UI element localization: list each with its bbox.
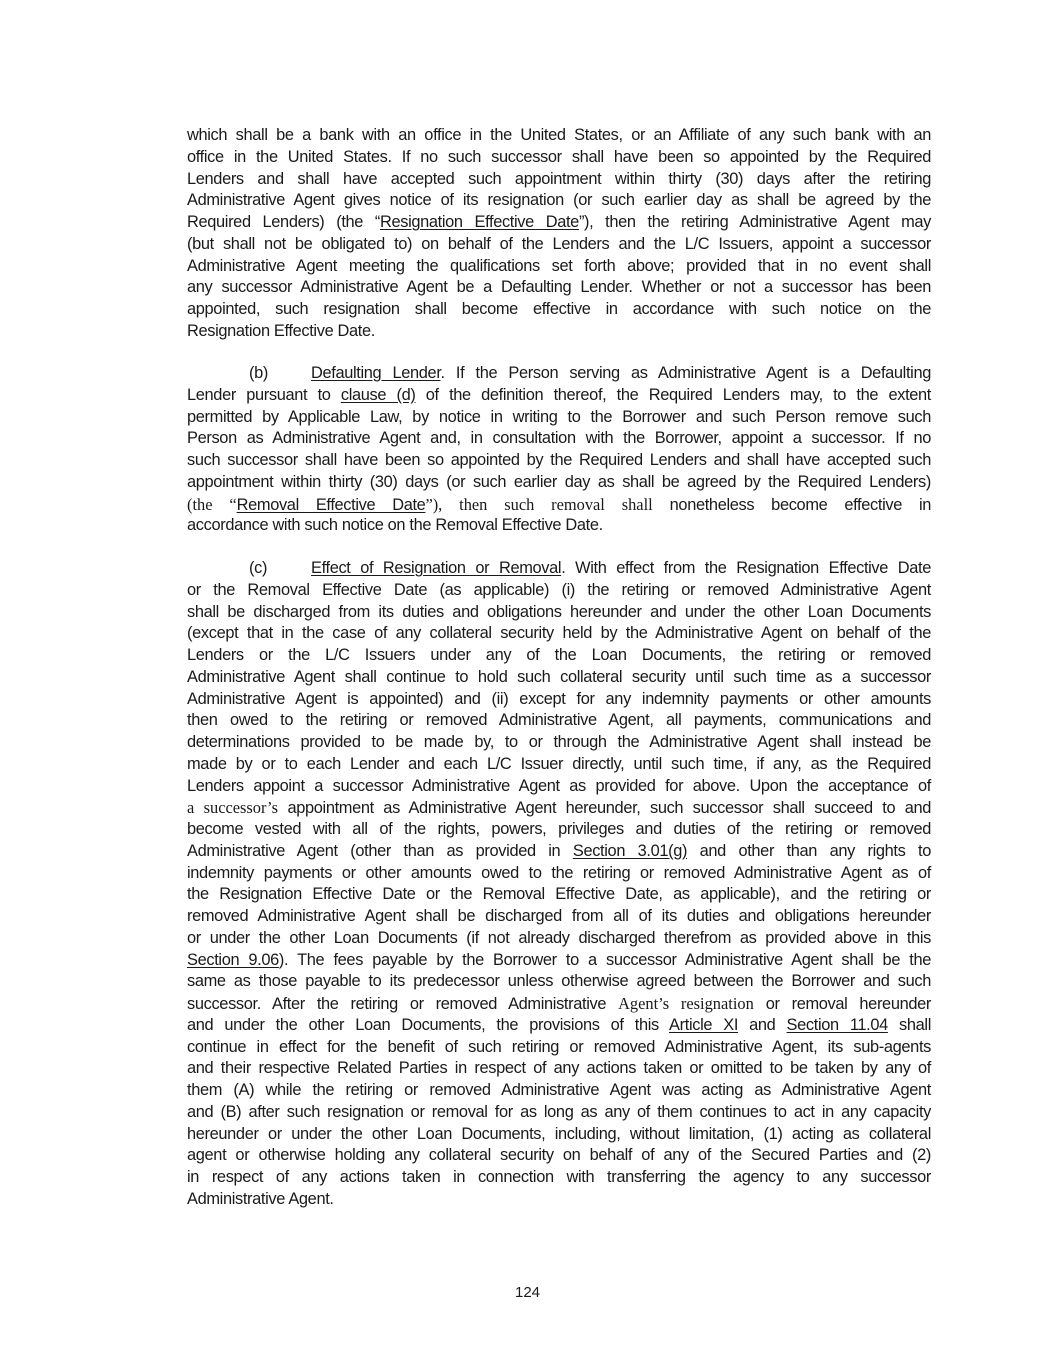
text-line: same as those payable to its predecessor unless otherwise agreed between the Borrower and such <box>187 972 931 991</box>
text-line <box>187 993 931 1015</box>
text-line: continue in effect for the benefit of such retiring or removed Administrative Agent, its sub-agents <box>187 1037 931 1056</box>
text-line: Administrative Agent meeting the qualifications set forth above; provided that in no event shall <box>187 256 931 275</box>
text-fragment: (the “ <box>187 494 237 514</box>
text-line: Resignation Effective Date. <box>187 321 375 340</box>
clause-label: (b) <box>249 364 268 382</box>
text-line: hereunder or under the other Loan Documents, including, without limitation, (1) acting as collateral <box>187 1124 931 1143</box>
text-line: any successor Administrative Agent be a Defaulting Lender. Whether or not a successor has been <box>187 278 931 297</box>
text-line: and their respective Related Parties in respect of any actions taken or omitted to be taken by any of <box>187 1059 931 1078</box>
text-fragment: shall <box>887 1015 931 1034</box>
text-line <box>187 797 931 819</box>
text-line: Person as Administrative Agent and, in consultation with the Borrower, appoint a successor. If no <box>187 429 931 448</box>
text-line: office in the United States. If no such successor shall have been so appointed by the Required <box>187 147 931 166</box>
text-line: in respect of any actions taken in connection with transferring the agency to any successor <box>187 1168 931 1186</box>
paragraph-resignation-continued <box>187 125 931 343</box>
text-fragment: or removal hereunder <box>753 995 931 1013</box>
text-line: (except that in the case of any collateral security held by the Administrative Agent on behalf of the <box>187 624 931 643</box>
cross-reference-section-3-01-g: Section 3.01(g) <box>572 841 688 860</box>
text-line: which shall be a bank with an office in the United States, or an Affiliate of any such bank with an <box>187 126 931 144</box>
text-line: the Resignation Effective Date or the Removal Effective Date, as applicable), and the retiring or <box>187 885 931 904</box>
text-line: them (A) while the retiring or removed Administrative Agent was acting as Administrative Agent <box>187 1081 931 1099</box>
text-fragment: Required Lenders) (the “ <box>187 213 380 231</box>
text-fragment: ). The fees payable by the Borrower to a successor Administrative Agent shall be the <box>278 950 931 969</box>
text-fragment: and <box>738 1015 787 1034</box>
text-fragment: nonetheless become effective in <box>652 495 931 514</box>
text-line: become vested with all of the rights, powers, privileges and duties of the retiring or removed <box>187 820 931 838</box>
text-line: Administrative Agent. <box>187 1189 334 1208</box>
text-line: such successor shall have been so appointed by the Required Lenders and shall have accepted such <box>187 451 931 469</box>
section-heading: Defaulting Lender <box>311 364 441 382</box>
cross-reference-clause-d: clause (d) <box>340 385 416 404</box>
clause-label: (c) <box>249 559 268 577</box>
text-fragment: a successor’s <box>187 798 278 818</box>
text-fragment: and other than any rights to <box>687 841 931 860</box>
text-line: then owed to the retiring or removed Administrative Agent, all payments, communications and <box>187 711 931 730</box>
text-line: Lenders and shall have accepted such appointment within thirty (30) days after the retiring <box>187 169 931 188</box>
text-fragment: Lender pursuant to <box>187 385 341 404</box>
text-line: Lenders appoint a successor Administrative Agent as provided for above. Upon the acceptance of <box>187 776 931 795</box>
text-fragment: . If the Person serving as Administrative Agent is a Defaulting <box>440 364 932 382</box>
text-line <box>187 212 931 234</box>
defined-term-removal-effective-date: Removal Effective Date <box>236 495 426 514</box>
text-line: accordance with such notice on the Removal Effective Date. <box>187 516 603 535</box>
text-line: agent or otherwise holding any collateral security on behalf of any of the Secured Parties and (2) <box>187 1146 931 1165</box>
text-fragment: and under the other Loan Documents, the provisions of this <box>187 1015 670 1034</box>
text-line: permitted by Applicable Law, by notice in writing to the Borrower and such Person remove such <box>187 407 931 426</box>
text-line: Lenders or the L/C Issuers under any of the Loan Documents, the retiring or removed <box>187 646 931 664</box>
section-heading: Effect of Resignation or Removal <box>311 559 562 577</box>
text-fragment: ”), then such removal shall <box>425 494 653 514</box>
defined-term-resignation-effective-date: Resignation Effective Date <box>379 213 579 231</box>
text-line: shall be discharged from its duties and obligations hereunder and under the other Loan Documents <box>187 602 931 621</box>
text-line: or the Removal Effective Date (as applicable) (i) the retiring or removed Administrative Agent <box>187 580 931 599</box>
text-line: appointed, such resignation shall become effective in accordance with such notice on the <box>187 300 931 318</box>
text-fragment: successor. After the retiring or removed Administrative <box>187 995 619 1013</box>
cross-reference-article-xi: Article XI <box>669 1015 739 1034</box>
text-fragment: . With effect from the Resignation Effective Date <box>561 559 931 577</box>
text-fragment: ”), then the retiring Administrative Agent may <box>578 213 931 231</box>
text-fragment: Administrative Agent (other than as provided in <box>187 841 573 860</box>
paragraph-defaulting-lender <box>187 363 931 537</box>
text-line: Administrative Agent shall continue to hold such collateral security until such time as a successor <box>187 667 931 686</box>
text-line: (but shall not be obligated to) on behalf of the Lenders and the L/C Issuers, appoint a successor <box>187 234 931 253</box>
text-line: made by or to each Lender and each L/C Issuer directly, until such time, if any, as the Required <box>187 754 931 773</box>
text-line: removed Administrative Agent shall be discharged from all of its duties and obligations hereunder <box>187 907 931 925</box>
text-line: determinations provided to be made by, to or through the Administrative Agent shall instead be <box>187 733 931 751</box>
text-line <box>187 950 931 972</box>
text-line: appointment within thirty (30) days (or such earlier day as shall be agreed by the Required Lenders) <box>187 472 931 491</box>
text-line <box>187 385 931 407</box>
cross-reference-section-11-04: Section 11.04 <box>786 1015 888 1034</box>
text-line: Administrative Agent gives notice of its resignation (or such earlier day as shall be agreed by the <box>187 191 931 210</box>
text-line <box>187 363 931 385</box>
cross-reference-section-9-06: Section 9.06 <box>187 950 279 969</box>
text-line <box>187 558 931 580</box>
text-line: and (B) after such resignation or removal for as long as any of them continues to act in any capacity <box>187 1102 931 1121</box>
text-fragment: of the definition thereof, the Required Lenders may, to the extent <box>415 385 932 404</box>
paragraph-effect-of-resignation <box>187 558 931 1211</box>
text-line: or under the other Loan Documents (if not already discharged therefrom as provided above in this <box>187 928 931 947</box>
text-fragment: Agent’s resignation <box>618 994 754 1013</box>
text-fragment: appointment as Administrative Agent hereunder, such successor shall succeed to and <box>278 799 931 818</box>
text-line <box>187 1015 931 1037</box>
text-line: Administrative Agent is appointed) and (ii) except for any indemnity payments or other amounts <box>187 689 931 708</box>
page-number: 124 <box>514 1284 541 1301</box>
text-line <box>187 494 931 516</box>
text-line <box>187 841 931 863</box>
text-line: indemnity payments or other amounts owed to the retiring or removed Administrative Agent as of <box>187 863 931 882</box>
